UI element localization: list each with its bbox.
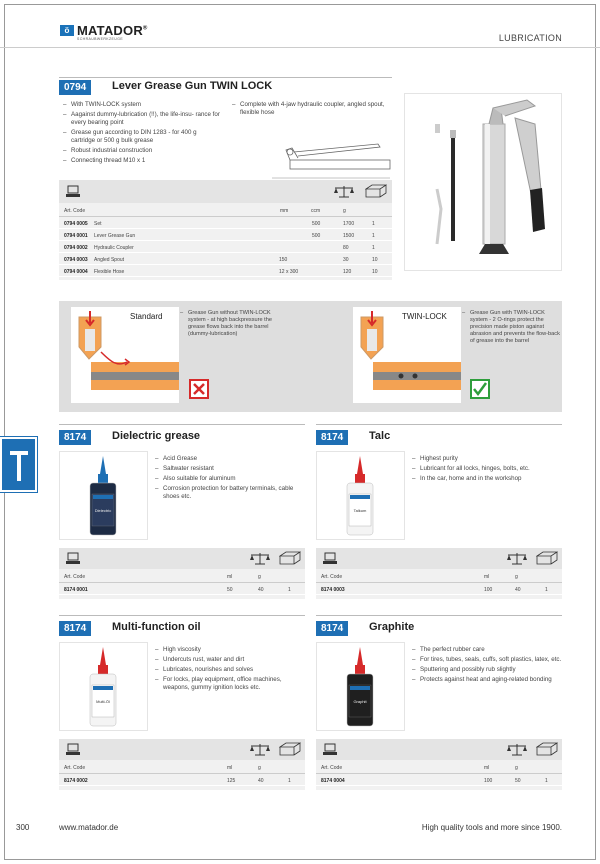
table-row [59, 242, 392, 253]
grease-gun-image [405, 94, 561, 270]
table-body [59, 218, 392, 280]
table-row [59, 584, 305, 595]
header-g: g [343, 208, 346, 214]
feature-item: – Lubricant for all locks, hinges, bolts, etc. [412, 465, 562, 473]
table-cell-g: 1700 [343, 221, 355, 227]
header-g: g [515, 574, 518, 580]
brand-subtitle: SCHRAUBWERKZEUGE [77, 37, 124, 41]
product-code: 8174 [59, 430, 91, 445]
header-ml: ml [484, 574, 490, 580]
section-side-tab [0, 437, 37, 492]
table-cell-code: 0794 0003 [64, 257, 88, 263]
feature-item: – Lubricates, nourishes and solves [155, 666, 305, 674]
header-g: g [258, 574, 261, 580]
feature-list-left [63, 101, 221, 167]
table-icon-row [59, 739, 305, 760]
standard-label: Standard [130, 312, 163, 321]
package-icon [66, 743, 80, 756]
header-art-code: Art. Code [64, 574, 86, 580]
table-header-row [59, 203, 392, 217]
cross-icon [189, 379, 209, 399]
table-cell-mm: 12 x 300 [279, 269, 299, 275]
table-cell-code: 8174 0001 [64, 587, 88, 593]
product-rule [59, 77, 392, 78]
table-header-row [316, 760, 562, 774]
bottle-image [317, 643, 404, 730]
feature-item: – The perfect rubber care [412, 646, 562, 654]
table-cell-ml: 100 [484, 778, 493, 784]
product-code: 8174 [316, 621, 348, 636]
table-icon-row [316, 739, 562, 760]
product-title: Talc [369, 430, 391, 442]
table-cell-desc: Set [94, 221, 102, 227]
box-icon [536, 551, 558, 565]
feature-list [412, 646, 562, 686]
comparison-panel [59, 301, 562, 412]
table-cell-g: 40 [258, 587, 264, 593]
feature-item: – With TWIN-LOCK system [63, 101, 221, 109]
table-cell-qty: 1 [288, 587, 291, 593]
brand-logo-mark: ö [60, 25, 74, 36]
feature-item: – Acid Grease [155, 455, 305, 463]
feature-item: – Sputtering and possibly rub slightly [412, 666, 562, 674]
table-cell-ccm: 500 [312, 221, 321, 227]
product-photo [316, 642, 405, 731]
product-title: Multi-function oil [112, 621, 201, 633]
bottle-image [60, 643, 147, 730]
table-cell-code: 0794 0002 [64, 245, 88, 251]
table-cell-ml: 100 [484, 587, 493, 593]
header-ml: ml [227, 574, 233, 580]
header-rule [0, 47, 600, 48]
table-cell-code: 0794 0005 [64, 221, 88, 227]
grease-gun-line-drawing [268, 138, 393, 180]
bottle-image [60, 452, 147, 539]
weight-scale-icon [333, 185, 355, 198]
header-mm: mm [280, 208, 289, 214]
box-icon [365, 184, 387, 198]
table-cell-g: 1500 [343, 233, 355, 239]
table-cell-code: 0794 0004 [64, 269, 88, 275]
feature-list-right [232, 101, 392, 119]
package-icon [66, 552, 80, 565]
product-table [316, 739, 562, 790]
table-row [59, 254, 392, 265]
product-code: 8174 [316, 430, 348, 445]
weight-scale-icon [506, 552, 528, 565]
header-g: g [258, 765, 261, 771]
feature-item: – Saltwater resistant [155, 465, 305, 473]
product-table [59, 548, 305, 599]
standard-description [180, 310, 288, 340]
feature-item: – Protects against heat and aging-related bonding [412, 676, 562, 684]
box-icon [536, 742, 558, 756]
table-header-row [316, 569, 562, 583]
table-cell-g: 50 [515, 778, 521, 784]
feature-list [155, 455, 305, 503]
footer-slogan: High quality tools and more since 1900. [421, 823, 562, 832]
header-ccm: ccm [311, 208, 321, 214]
feature-item: – In the car, home and in the workshop [412, 475, 562, 483]
feature-item: – Corrosion protection for battery terminals, cable shoes etc. [155, 485, 305, 501]
bottle-label: Graphit [353, 699, 367, 704]
table-header-row [59, 760, 305, 774]
weight-scale-icon [249, 552, 271, 565]
side-tab-letter-stem [17, 451, 21, 481]
table-cell-g: 40 [258, 778, 264, 784]
product-photo [59, 451, 148, 540]
package-icon [323, 552, 337, 565]
bottle-label: Multi-Öl [96, 699, 110, 704]
table-cell-qty: 1 [545, 587, 548, 593]
table-cell-qty: 1 [372, 233, 375, 239]
product-photo [59, 642, 148, 731]
table-cell-desc: Lever Grease Gun [94, 233, 136, 239]
table-cell-g: 40 [515, 587, 521, 593]
product-table [59, 180, 392, 280]
header-art-code: Art. Code [64, 208, 86, 214]
feature-list [412, 455, 562, 485]
bottle-image [317, 452, 404, 539]
product-rule [59, 424, 305, 425]
table-cell-desc: Angled Spout [94, 257, 125, 263]
feature-item: – Aagainst dummy-lubrication (!!), the life-insu- rance for every bearing point [63, 111, 221, 127]
table-row [59, 230, 392, 241]
table-cell-ml: 125 [227, 778, 236, 784]
feature-item: – Highest purity [412, 455, 562, 463]
product-title: Dielectric grease [112, 430, 201, 442]
feature-list [155, 646, 305, 694]
header-art-code: Art. Code [64, 765, 86, 771]
feature-item: – Connecting thread M10 x 1 [63, 157, 221, 165]
product-rule [316, 424, 562, 425]
section-title: LUBRICATION [498, 33, 562, 43]
product-rule [316, 615, 562, 616]
footer-url[interactable]: www.matador.de [59, 823, 119, 832]
package-icon [66, 185, 80, 198]
table-icon-row [316, 548, 562, 569]
table-cell-qty: 1 [372, 221, 375, 227]
table-cell-ccm: 500 [312, 233, 321, 239]
twinlock-text: – Grease Gun with TWIN-LOCK system - 2 O-rings protect the precision made piston against abrasion and prevents the flow-back of grease into the barrel [462, 310, 562, 345]
table-cell-code: 0794 0001 [64, 233, 88, 239]
header-art-code: Art. Code [321, 765, 343, 771]
table-cell-code: 8174 0002 [64, 778, 88, 784]
check-icon [470, 379, 490, 399]
table-cell-ml: 50 [227, 587, 233, 593]
table-row [59, 218, 392, 229]
feature-item: – For tires, tubes, seals, cuffs, soft plastics, latex, etc. [412, 656, 562, 664]
table-cell-qty: 1 [545, 778, 548, 784]
product-code: 0794 [59, 80, 91, 95]
feature-item: – Robust industrial construction [63, 147, 221, 155]
product-title: Graphite [369, 621, 415, 633]
table-row [59, 266, 392, 277]
header-ml: ml [227, 765, 233, 771]
product-table [316, 548, 562, 599]
product-photo-grease-gun [404, 93, 562, 271]
table-cell-mm: 150 [279, 257, 288, 263]
product-table [59, 739, 305, 790]
feature-item: – High viscosity [155, 646, 305, 654]
table-cell-qty: 10 [372, 269, 378, 275]
bottle-label: Talkum [353, 508, 367, 513]
feature-item: – Grease gun according to DIN 1283 - for 400 g cartridge or 500 g bulk grease [63, 129, 221, 145]
product-photo [316, 451, 405, 540]
package-icon [323, 743, 337, 756]
table-cell-qty: 1 [372, 245, 375, 251]
table-cell-g: 120 [343, 269, 352, 275]
table-row [316, 584, 562, 595]
brand-name: MATADOR® [77, 23, 148, 38]
table-row [59, 775, 305, 786]
twinlock-diagram [353, 307, 461, 403]
standard-diagram [71, 307, 179, 403]
twinlock-description [462, 310, 562, 347]
header-g: g [515, 765, 518, 771]
standard-text: – Grease Gun without TWIN-LOCK system - at high backpressure the grease flows back into the barrel (dummy-lubrication) [180, 310, 288, 338]
table-cell-desc: Hydraulic Coupler [94, 245, 134, 251]
table-icon-row [59, 548, 305, 569]
table-cell-code: 8174 0003 [321, 587, 345, 593]
table-cell-g: 30 [343, 257, 349, 263]
header-art-code: Art. Code [321, 574, 343, 580]
box-icon [279, 742, 301, 756]
twinlock-label: TWIN-LOCK [402, 312, 447, 321]
table-row [316, 775, 562, 786]
feature-item: – For locks, play equipment, office machines, weapons, gummy ignition locks etc. [155, 676, 305, 692]
box-icon [279, 551, 301, 565]
table-cell-g: 80 [343, 245, 349, 251]
header-ml: ml [484, 765, 490, 771]
page-number: 300 [16, 823, 30, 832]
table-header-row [59, 569, 305, 583]
product-title: Lever Grease Gun TWIN LOCK [112, 80, 273, 92]
table-cell-desc: Flexible Hose [94, 269, 125, 275]
table-cell-qty: 1 [288, 778, 291, 784]
feature-item: – Undercuts rust, water and dirt [155, 656, 305, 664]
product-rule [59, 615, 305, 616]
bottle-label: Dielectric [94, 508, 112, 513]
weight-scale-icon [249, 743, 271, 756]
table-cell-code: 8174 0004 [321, 778, 345, 784]
table-cell-qty: 10 [372, 257, 378, 263]
product-code: 8174 [59, 621, 91, 636]
table-icon-row [59, 180, 392, 203]
feature-item: – Also suitable for aluminum [155, 475, 305, 483]
weight-scale-icon [506, 743, 528, 756]
feature-item: – Complete with 4-jaw hydraulic coupler, angled spout, flexible hose [232, 101, 392, 117]
